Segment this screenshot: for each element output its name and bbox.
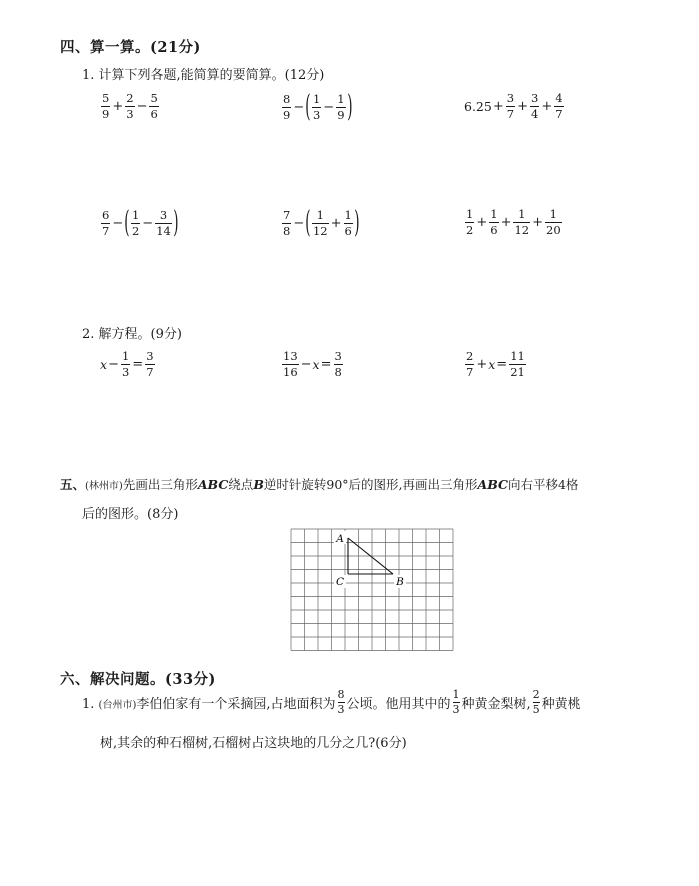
fraction: $\frac{1}{3}$ <box>312 91 321 122</box>
fraction: $\frac{1}{12}$ <box>514 207 530 237</box>
fraction: $\frac{11}{21}$ <box>510 349 525 379</box>
fraction: $\frac{3}{14}$ <box>156 207 171 238</box>
q4-2-label: 2. 解方程。(9分) <box>82 327 182 342</box>
fraction: $\frac{2}{3}$ <box>126 91 134 121</box>
expr-4-1-e: $\frac{7}{8}$ − ( $\frac{1}{12}$ + $\frac{1}{6}$ ) <box>283 205 360 240</box>
fraction: $\frac{3}{7}$ <box>506 91 515 121</box>
fraction: $\frac{2}{5}$ <box>532 688 540 716</box>
expr-4-1-a: $\frac{5}{9}$ + $\frac{2}{3}$ − $\frac{5}{6}$ <box>102 91 158 121</box>
fraction: $\frac{3}{4}$ <box>530 91 539 121</box>
q6-1-line1: 1. (台州市)李伯伯家有一个采摘园,占地面积为 $\frac{8}{3}$ 公顷。他用其中的 $\frac{1}{3}$ 种黄金梨树, $\frac{2}{5}$ 种黄桃 <box>82 688 581 716</box>
equation-4-2-a: x − $\frac{1}{3}$ = $\frac{3}{7}$ <box>100 349 154 379</box>
fraction: $\frac{13}{16}$ <box>283 349 298 379</box>
vertex-label-a: A <box>336 533 344 545</box>
fraction: $\frac{1}{2}$ <box>131 207 140 238</box>
section-5-question-line2: 后的图形。(8分) <box>82 507 179 522</box>
fraction: $\frac{7}{8}$ <box>283 207 291 238</box>
section-6-title: 六、解决问题。(33分) <box>60 671 216 688</box>
vertex-label-c: C <box>335 576 345 588</box>
fraction: $\frac{8}{9}$ <box>283 91 291 122</box>
expr-4-1-b: $\frac{8}{9}$ − ( $\frac{1}{3}$ − $\frac{1}{9}$ ) <box>283 89 353 124</box>
q6-1-line2: 树,其余的种石榴树,石榴树占这块地的几分之几?(6分) <box>100 736 407 751</box>
triangle-grid <box>290 528 456 652</box>
equation-4-2-b: $\frac{13}{16}$ − x = $\frac{3}{8}$ <box>283 349 342 379</box>
fraction: $\frac{2}{7}$ <box>466 349 474 379</box>
fraction: $\frac{1}{3}$ <box>452 688 460 716</box>
fraction: $\frac{1}{12}$ <box>312 207 328 238</box>
section-5-question: 五、(林州市)先画出三角形ABC绕点B逆时针旋转90°后的图形,再画出三角形ABC向右平移4格 <box>60 477 579 492</box>
fraction: $\frac{6}{7}$ <box>102 207 110 238</box>
fraction: $\frac{1}{2}$ <box>466 207 474 237</box>
fraction: $\frac{1}{20}$ <box>546 207 561 237</box>
fraction: $\frac{3}{7}$ <box>146 349 154 379</box>
expr-4-1-c: 6.25 + $\frac{3}{7}$ + $\frac{3}{4}$ + $\frac{4}{7}$ <box>464 91 563 121</box>
fraction: $\frac{4}{7}$ <box>555 91 563 121</box>
fraction: $\frac{8}{3}$ <box>337 688 345 716</box>
fraction: $\frac{1}{6}$ <box>344 207 352 238</box>
expr-4-1-d: $\frac{6}{7}$ − ( $\frac{1}{2}$ − $\frac{3}{14}$ ) <box>102 205 179 240</box>
fraction: $\frac{5}{9}$ <box>102 91 110 121</box>
fraction: $\frac{3}{8}$ <box>334 349 342 379</box>
expr-4-1-f: $\frac{1}{2}$ + $\frac{1}{6}$ + $\frac{1}{12}$ + $\frac{1}{20}$ <box>466 207 561 237</box>
fraction: $\frac{1}{3}$ <box>121 349 130 379</box>
fraction: $\frac{1}{6}$ <box>490 207 498 237</box>
q4-1-label: 1. 计算下列各题,能简算的要简算。(12分) <box>82 68 325 83</box>
fraction: $\frac{5}{6}$ <box>150 91 158 121</box>
vertex-label-b: B <box>396 576 404 588</box>
fraction: $\frac{1}{9}$ <box>337 91 345 122</box>
equation-4-2-c: $\frac{2}{7}$ + x = $\frac{11}{21}$ <box>466 349 525 379</box>
section-4-title: 四、算一算。(21分) <box>60 39 201 56</box>
